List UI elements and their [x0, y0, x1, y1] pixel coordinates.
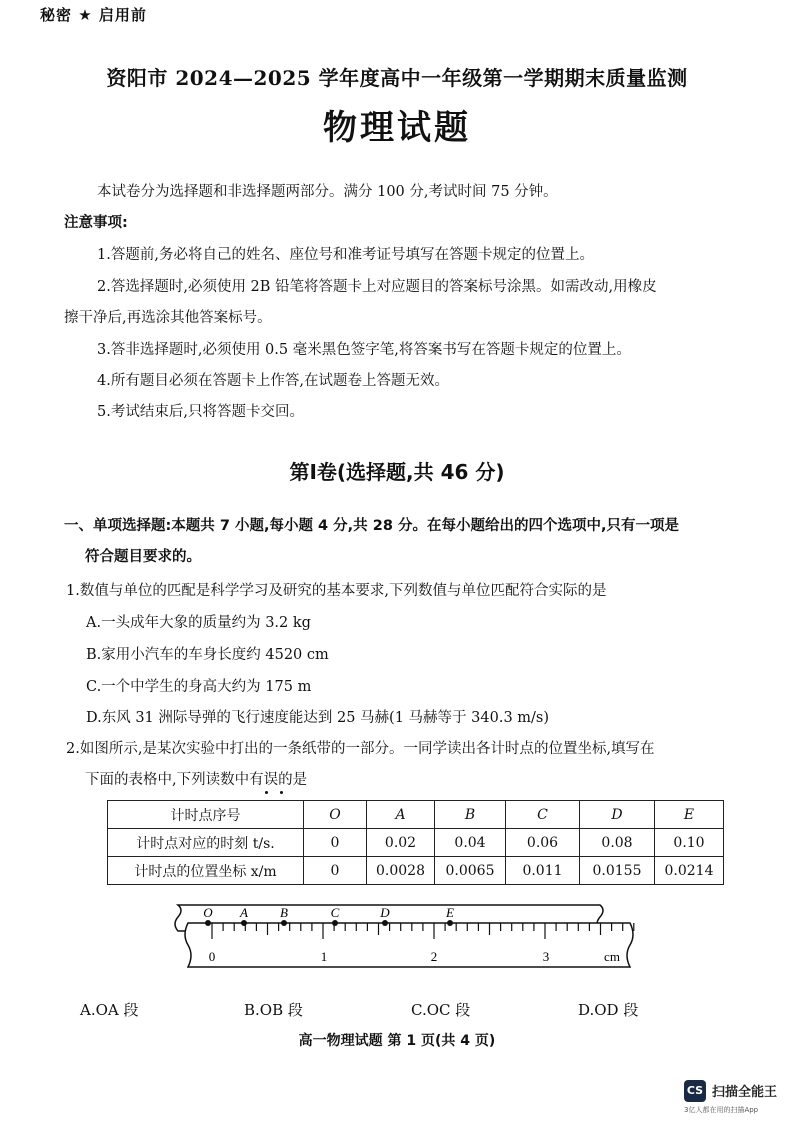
section-header-line2: 符合题目要求的。 [85, 549, 201, 565]
tape-label-a: A [240, 905, 248, 920]
ruler-label-0: 0 [208, 949, 216, 964]
table-cell: E [655, 801, 724, 829]
tape-label-b: B [280, 905, 288, 920]
exam-title: 资阳市 2024—2025 学年度高中一年级第一学期期末质量监测 [106, 66, 688, 90]
tape-label-o: O [203, 905, 213, 920]
q2-stem-line1: 2.如图所示,是某次实验中打出的一条纸带的一部分。一同学读出各计时点的位置坐标,填写在 [66, 741, 655, 757]
page-footer: 高一物理试题 第 1 页(共 4 页) [298, 1033, 496, 1049]
timing-dot [332, 920, 338, 926]
emphasis-dot [265, 791, 268, 794]
table-cell: 0.0155 [580, 857, 655, 885]
table-cell: O [304, 801, 367, 829]
table-cell: 0.0065 [435, 857, 506, 885]
notice-item-4: 4.所有题目必须在答题卡上作答,在试题卷上答题无效。 [97, 373, 449, 389]
table-cell: D [580, 801, 655, 829]
section-header-line1: 一、单项选择题:本题共 7 小题,每小题 4 分,共 28 分。在每小题给出的四个选项中,只有一项是 [64, 518, 679, 534]
table-cell: 0.0214 [655, 857, 724, 885]
timing-dot [447, 920, 453, 926]
cs-logo-icon: CS [684, 1080, 706, 1102]
timing-dot [382, 920, 388, 926]
secret-label: 秘密 ★ 启用前 [40, 6, 147, 24]
table-cell: C [506, 801, 580, 829]
table-cell: B [435, 801, 506, 829]
tape-label-d: D [380, 905, 390, 920]
ruler-label-3: 3 [542, 949, 550, 964]
notice-title: 注意事项: [64, 215, 128, 231]
ruler-unit: cm [604, 949, 620, 964]
notice-item-2-line1: 2.答选择题时,必须使用 2B 铅笔将答题卡上对应题目的答案标号涂黑。如需改动,用橡皮 [97, 279, 657, 295]
table-cell: 0.0028 [367, 857, 435, 885]
q1-option-c: C.一个中学生的身高大约为 175 m [86, 679, 312, 695]
q2-option-d: D.OD 段 [578, 1001, 639, 1019]
table-cell: 0.06 [506, 829, 580, 857]
ruler-body [185, 923, 633, 967]
timing-dot [241, 920, 247, 926]
tape-label-e: E [446, 905, 454, 920]
table-cell: A [367, 801, 435, 829]
table-cell: 0 [304, 857, 367, 885]
subject-title: 物理试题 [323, 108, 471, 148]
q2-option-b: B.OB 段 [244, 1001, 303, 1019]
q1-option-b: B.家用小汽车的车身长度约 4520 cm [86, 647, 329, 663]
emphasis-dot [280, 791, 283, 794]
ruler-label-1: 1 [320, 949, 328, 964]
data-table [107, 800, 724, 885]
scanner-tagline: 3亿人都在用的扫描App [684, 1106, 759, 1114]
table-cell: 0.08 [580, 829, 655, 857]
scanner-name: 扫描全能王 [712, 1085, 778, 1100]
notice-item-2-line2: 擦干净后,再选涂其他答案标号。 [64, 310, 272, 326]
table-cell: 0.04 [435, 829, 506, 857]
table-row [108, 857, 724, 885]
tape-ruler-figure [160, 895, 650, 985]
table-cell: 计时点对应的时刻 t/s. [108, 829, 304, 857]
notice-item-1: 1.答题前,务必将自己的姓名、座位号和准考证号填写在答题卡规定的位置上。 [97, 247, 594, 263]
q2-stem-line2: 下面的表格中,下列读数中有误的是 [85, 772, 308, 788]
table-cell: 计时点的位置坐标 x/m [108, 857, 304, 885]
notice-item-3: 3.答非选择题时,必须使用 0.5 毫米黑色签字笔,将答案书写在答题卡规定的位置上。 [97, 342, 631, 358]
q2-option-a: A.OA 段 [80, 1001, 139, 1019]
ruler-label-2: 2 [430, 949, 438, 964]
q2-option-c: C.OC 段 [411, 1001, 471, 1019]
table-cell: 0.10 [655, 829, 724, 857]
intro-text: 本试卷分为选择题和非选择题两部分。满分 100 分,考试时间 75 分钟。 [97, 184, 558, 200]
part-title: 第Ⅰ卷(选择题,共 46 分) [289, 460, 505, 484]
q1-option-a: A.一头成年大象的质量约为 3.2 kg [86, 615, 311, 631]
table-cell: 0.011 [506, 857, 580, 885]
table-row [108, 801, 724, 829]
notice-item-5: 5.考试结束后,只将答题卡交回。 [97, 404, 304, 420]
table-cell: 计时点序号 [108, 801, 304, 829]
table-cell: 0.02 [367, 829, 435, 857]
timing-dot [205, 920, 211, 926]
q1-stem: 1.数值与单位的匹配是科学学习及研究的基本要求,下列数值与单位匹配符合实际的是 [66, 583, 607, 599]
q1-option-d: D.东风 31 洲际导弹的飞行速度能达到 25 马赫(1 马赫等于 340.3 m/s) [86, 710, 550, 726]
timing-dot [281, 920, 287, 926]
tape-label-c: C [330, 905, 340, 920]
table-cell: 0 [304, 829, 367, 857]
table-row [108, 829, 724, 857]
